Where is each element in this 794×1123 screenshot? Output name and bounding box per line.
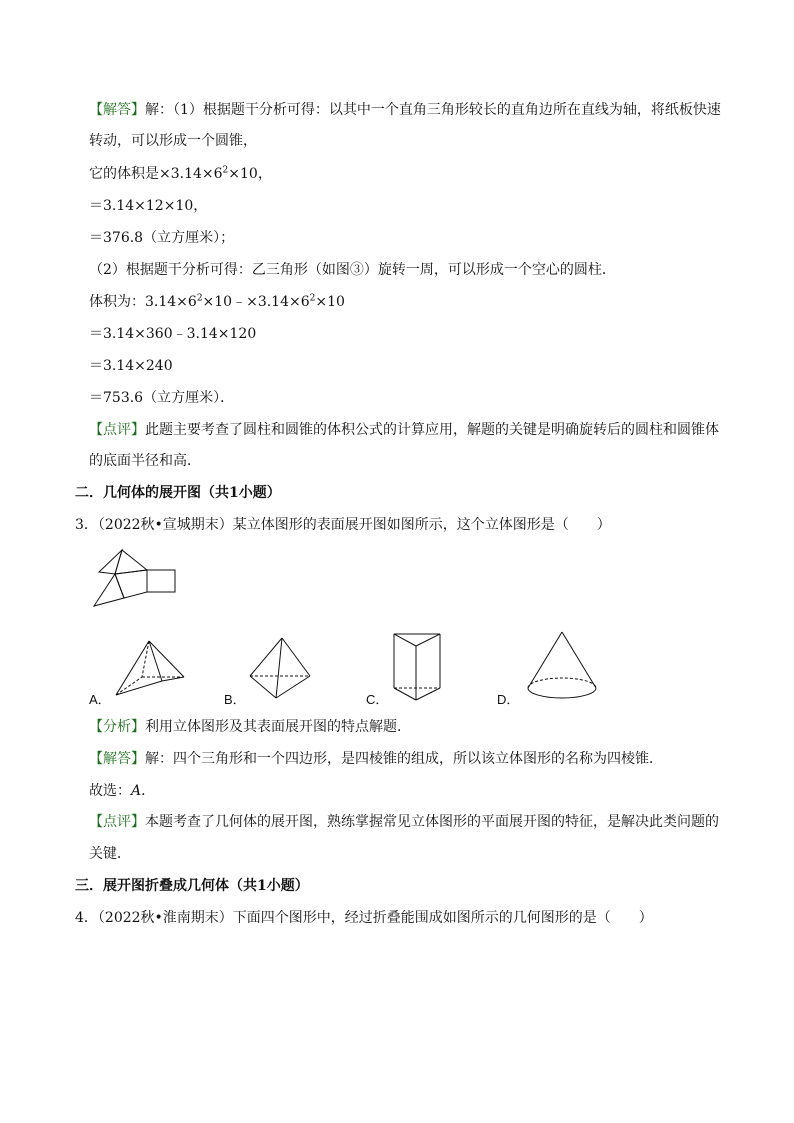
solution1-line6: （2）根据题干分析可得：乙三角形（如图③）旋转一周，可以形成一个空心的圆柱． [89, 262, 616, 278]
cone-option-d [526, 632, 598, 702]
solution1-line1: 【解答】解：（1）根据题干分析可得：以其中一个直角三角形较长的直角边所在直线为轴，将纸板快速 [89, 102, 721, 118]
option-a-label: A． [89, 692, 111, 707]
square-pyramid-option-a [114, 641, 186, 697]
comment-tag: 【点评】 [89, 814, 145, 830]
solution1-line4: ＝3.14×12×10， [89, 198, 208, 214]
comment3-line2: 关键． [89, 846, 131, 862]
option-d-label: D． [497, 692, 520, 707]
solution1-line9: ＝3.14×240 [89, 358, 173, 374]
comment1-line2: 的底面半径和高． [89, 453, 201, 469]
solution3: 【解答】解：四个三角形和一个四边形，是四棱锥的组成，所以该立体图形的名称为四棱锥． [89, 751, 663, 767]
triangular-pyramid-option-b [250, 638, 312, 700]
solution1-line7: 体积为：$3.14\times 6^2\times 10﹣\times 3.14\times 6^2\times 10$ [89, 293, 345, 310]
solution1-line2: 转动，可以形成一个圆锥， [89, 133, 257, 149]
option-b-label: B． [224, 692, 246, 707]
section-heading-2: 二．几何体的展开图（共1小题） [75, 485, 281, 501]
option-c-label: C． [366, 692, 389, 707]
solution1-line10: ＝753.6（立方厘米）． [89, 390, 235, 406]
question-3: 3．（2022秋•宣城期末）某立体图形的表面展开图如图所示，这个立体图形是（ ） [75, 517, 611, 533]
analysis-tag: 【分析】 [89, 719, 145, 735]
answer-tag: 【解答】 [89, 751, 145, 767]
comment3-line1: 【点评】本题考查了几何体的展开图，熟练掌握常见立体图形的平面展开图的特征，是解决此类问题的 [89, 814, 719, 830]
question-4: 4．（2022秋•淮南期末）下面四个图形中，经过折叠能围成如图所示的几何图形的是（ ） [75, 910, 653, 926]
solution1-line8: ＝3.14×360﹣3.14×120 [89, 326, 257, 342]
answer-tag: 【解答】 [89, 102, 145, 118]
solution1-line5: ＝376.8（立方厘米）； [89, 230, 235, 246]
solution1-line3: 它的体积是$\times 3.14\times 6^2\times 10$， [89, 165, 272, 182]
net-figure [94, 550, 176, 610]
answer3: 故选：A． [89, 783, 156, 799]
comment-tag: 【点评】 [89, 422, 145, 438]
section-heading-3: 三．展开图折叠成几何体（共1小题） [75, 878, 309, 894]
comment1-line1: 【点评】此题主要考查了圆柱和圆锥的体积公式的计算应用，解题的关键是明确旋转后的圆柱和圆锥体 [89, 422, 719, 438]
analysis3: 【分析】利用立体图形及其表面展开图的特点解题． [89, 719, 411, 735]
triangular-prism-option-c [392, 632, 442, 702]
